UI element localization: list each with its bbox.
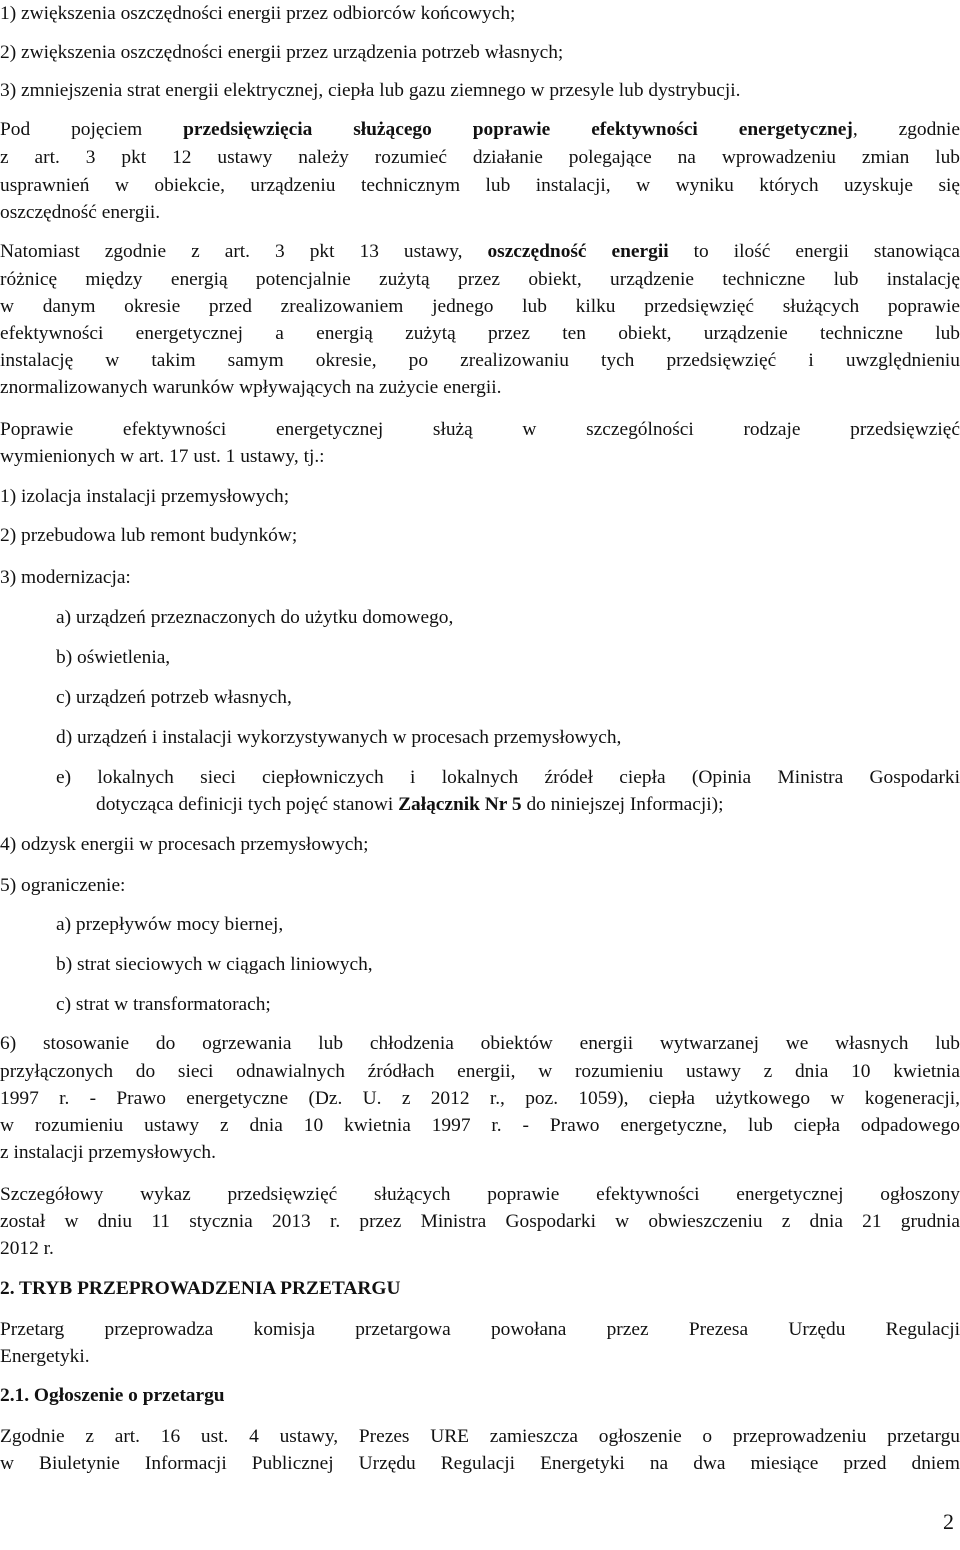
section-heading: 2. TRYB PRZEPROWADZENIA PRZETARGU xyxy=(0,1278,401,1299)
paragraph-line: Pod pojęciem przedsięwzięcia służącego poprawie efektywności energetycznej, zgodnie xyxy=(0,119,960,140)
page-number: 2 xyxy=(943,1509,954,1534)
paragraph-line: instalację w takim samym okresie, po zrealizowaniu tych przedsięwzięć i uwzględnieniu xyxy=(0,350,960,371)
sub-list-item: d) urządzeń i instalacji wykorzystywanych w procesach przemysłowych, xyxy=(56,727,622,748)
list-item: 5) ograniczenie: xyxy=(0,875,126,896)
sub-list-item: c) strat w transformatorach; xyxy=(56,994,271,1015)
sub-list-item: dotycząca definicji tych pojęć stanowi Załącznik Nr 5 do niniejszej Informacji); xyxy=(96,794,724,815)
subsection-heading: 2.1. Ogłoszenie o przetargu xyxy=(0,1385,225,1406)
list-item: 2) zwiększenia oszczędności energii przez urządzenia potrzeb własnych; xyxy=(0,42,564,63)
paragraph-line: Natomiast zgodnie z art. 3 pkt 13 ustawy, oszczędność energii to ilość energii stanowiąca xyxy=(0,241,960,262)
list-item: 1) izolacja instalacji przemysłowych; xyxy=(0,486,290,507)
sub-list-item: e) lokalnych sieci ciepłowniczych i lokalnych źródeł ciepła (Opinia Ministra Gospodarki xyxy=(56,767,960,788)
paragraph-line: Przetarg przeprowadza komisja przetargowa powołana przez Prezesa Urzędu Regulacji xyxy=(0,1319,960,1340)
paragraph-line: został w dniu 11 stycznia 2013 r. przez Ministra Gospodarki w obwieszczeniu z dnia 21 grudnia xyxy=(0,1211,960,1232)
sub-list-item: a) urządzeń przeznaczonych do użytku domowego, xyxy=(56,607,454,628)
list-item: z instalacji przemysłowych. xyxy=(0,1142,216,1163)
paragraph-line: w danym okresie przed zrealizowaniem jednego lub kilku przedsięwzięć służących poprawie xyxy=(0,296,960,317)
bold-term: Załącznik Nr 5 xyxy=(398,794,522,815)
sub-list-item: c) urządzeń potrzeb własnych, xyxy=(56,687,292,708)
paragraph-line: w Biuletynie Informacji Publicznej Urzędu Regulacji Energetyki na dwa miesiące przed dniem xyxy=(0,1453,960,1474)
bold-term: przedsięwzięcia służącego poprawie efektywności energetycznej xyxy=(183,119,853,140)
sub-list-item: b) strat sieciowych w ciągach liniowych, xyxy=(56,954,373,975)
bold-term: oszczędność energii xyxy=(487,241,669,262)
list-item: 1) zwiększenia oszczędności energii przez odbiorców końcowych; xyxy=(0,3,516,24)
paragraph-line: znormalizowanych warunków wpływających na zużycie energii. xyxy=(0,377,502,398)
list-item: 4) odzysk energii w procesach przemysłowych; xyxy=(0,834,369,855)
paragraph-line: oszczędność energii. xyxy=(0,202,161,223)
paragraph-line: z art. 3 pkt 12 ustawy należy rozumieć działanie polegające na wprowadzeniu zmian lub xyxy=(0,147,960,168)
paragraph-line: Szczegółowy wykaz przedsięwzięć służących poprawie efektywności energetycznej ogłoszony xyxy=(0,1184,960,1205)
list-item: 3) modernizacja: xyxy=(0,567,131,588)
sub-list-item: b) oświetlenia, xyxy=(56,647,171,668)
paragraph-line: Poprawie efektywności energetycznej służą w szczególności rodzaje przedsięwzięć xyxy=(0,419,960,440)
list-item: 6) stosowanie do ogrzewania lub chłodzenia obiektów energii wytwarzanej we własnych lub xyxy=(0,1033,960,1054)
list-item: przyłączonych do sieci odnawialnych źródłach energii, w rozumieniu ustawy z dnia 10 kwietnia xyxy=(0,1061,960,1082)
list-item: 3) zmniejszenia strat energii elektrycznej, ciepła lub gazu ziemnego w przesyle lub dystrybucji. xyxy=(0,80,741,101)
sub-list-item: a) przepływów mocy biernej, xyxy=(56,914,284,935)
paragraph-line: usprawnień w obiekcie, urządzeniu technicznym lub instalacji, w wyniku których uzyskuje się xyxy=(0,175,960,196)
paragraph-line: wymienionych w art. 17 ust. 1 ustawy, tj.: xyxy=(0,446,325,467)
paragraph-line: różnicę między energią potencjalnie zużytą przez obiekt, urządzenie techniczne lub instalację xyxy=(0,269,960,290)
list-item: w rozumieniu ustawy z dnia 10 kwietnia 1997 r. - Prawo energetyczne, lub ciepła odpadowego xyxy=(0,1115,960,1136)
list-item: 2) przebudowa lub remont budynków; xyxy=(0,525,298,546)
paragraph-line: Energetyki. xyxy=(0,1346,90,1367)
paragraph-line: 2012 r. xyxy=(0,1238,54,1259)
paragraph-line: Zgodnie z art. 16 ust. 4 ustawy, Prezes URE zamieszcza ogłoszenie o przeprowadzeniu przetargu xyxy=(0,1426,960,1447)
paragraph-line: efektywności energetycznej a energią zużytą przez ten obiekt, urządzenie techniczne lub xyxy=(0,323,960,344)
list-item: 1997 r. - Prawo energetyczne (Dz. U. z 2012 r., poz. 1059), ciepła użytkowego w kogeneracji, xyxy=(0,1088,960,1109)
